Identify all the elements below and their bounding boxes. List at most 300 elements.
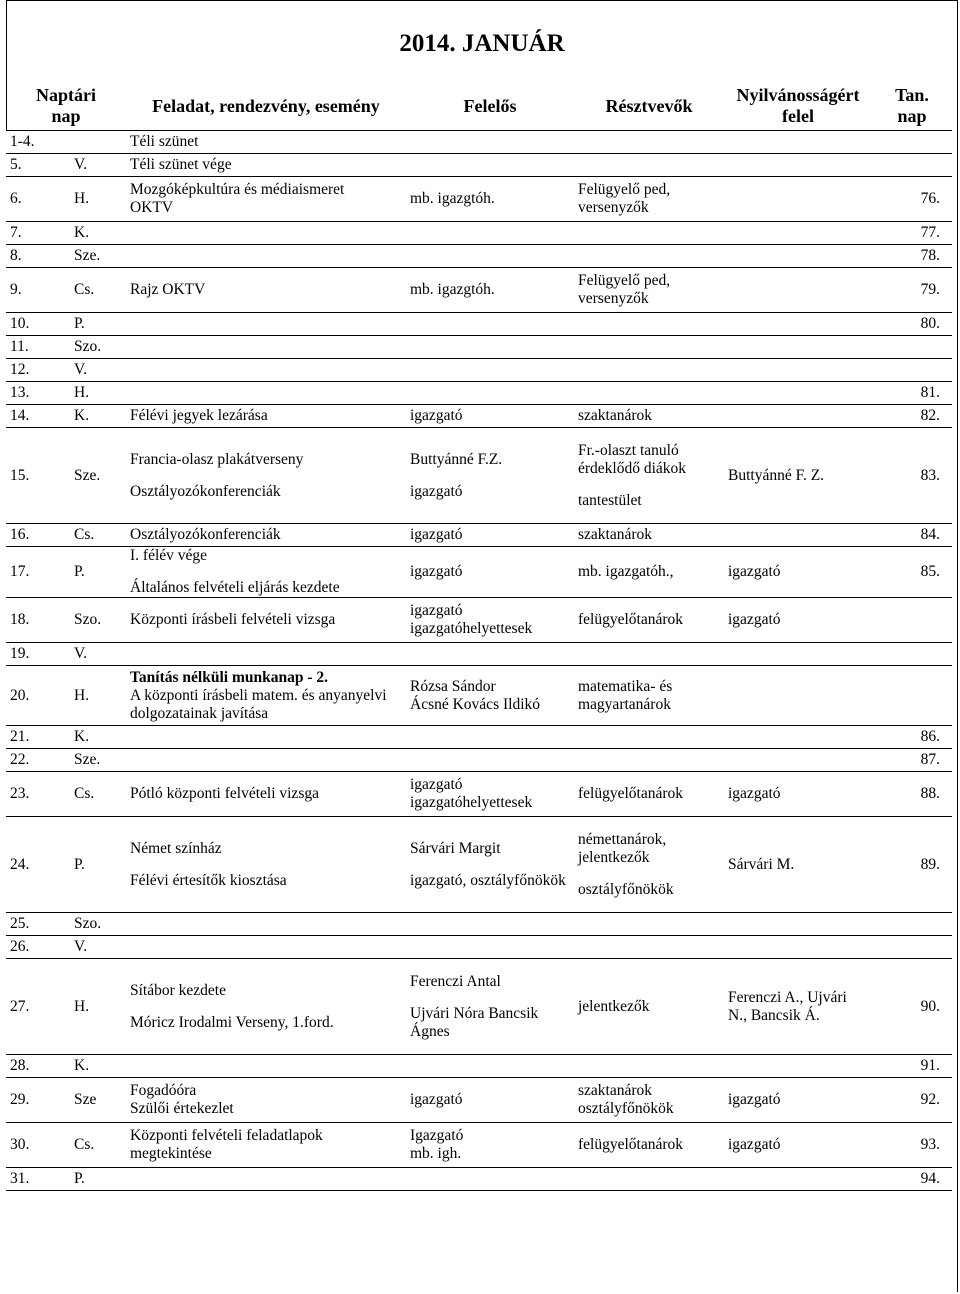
- row-publicity-line1: Ferenczi A., Ujvári N., Bancsik Á.: [728, 988, 847, 1024]
- row-responsible-line1: mb. igazgtóh.: [410, 190, 495, 207]
- row-responsible-line2: igazgató: [410, 482, 463, 500]
- row-publicity: [724, 222, 872, 245]
- header-responsible: Felelős: [406, 82, 574, 131]
- row-task: [126, 222, 406, 245]
- row-participants: [574, 1168, 724, 1191]
- row-task-line1: Fogadóóra: [130, 1082, 197, 1099]
- row-task: [126, 245, 406, 268]
- row-school-day: 93.: [872, 1123, 952, 1168]
- row-responsible: [406, 959, 574, 1055]
- row-school-day: 86.: [872, 726, 952, 749]
- row-task-line1: Mozgóképkultúra és médiaismeret: [130, 181, 345, 198]
- row-responsible: [406, 131, 574, 154]
- row-task: [126, 772, 406, 817]
- row-participants-line2: osztályfőnökök: [578, 880, 674, 898]
- row-date: 9.: [6, 268, 70, 313]
- row-school-day: 76.: [872, 177, 952, 222]
- row-weekday: K.: [70, 222, 126, 245]
- row-responsible: [406, 1078, 574, 1123]
- row-responsible: [406, 222, 574, 245]
- row-task: [126, 131, 406, 154]
- row-date: 26.: [6, 936, 70, 959]
- row-participants-line1: szaktanárok: [578, 1082, 653, 1099]
- row-participants: [574, 913, 724, 936]
- row-weekday: Szo.: [70, 336, 126, 359]
- row-school-day: [872, 666, 952, 726]
- table-row: [6, 524, 952, 547]
- row-responsible-line1: igazgató: [410, 1091, 463, 1108]
- row-weekday: P.: [70, 1168, 126, 1191]
- row-responsible-line1: Ferenczi Antal: [410, 972, 501, 990]
- row-weekday: Cs.: [70, 524, 126, 547]
- row-responsible: [406, 177, 574, 222]
- row-responsible-line2: mb. igh.: [410, 1145, 462, 1162]
- row-task: [126, 382, 406, 405]
- row-weekday: H.: [70, 666, 126, 726]
- row-participants: [574, 817, 724, 913]
- row-publicity: [724, 772, 872, 817]
- row-responsible: [406, 772, 574, 817]
- row-task-line2: A központi írásbeli matem. és anyanyelvi dolgozatainak javítása: [130, 686, 387, 722]
- table-row: [6, 382, 952, 405]
- row-publicity: [724, 817, 872, 913]
- row-school-day: [872, 154, 952, 177]
- row-date: 24.: [6, 817, 70, 913]
- row-weekday: V.: [70, 643, 126, 666]
- row-participants: [574, 643, 724, 666]
- row-school-day: 89.: [872, 817, 952, 913]
- row-school-day: 79.: [872, 268, 952, 313]
- row-publicity: [724, 598, 872, 643]
- row-publicity: [724, 405, 872, 428]
- row-responsible: [406, 524, 574, 547]
- row-date: 28.: [6, 1055, 70, 1078]
- table-row: [6, 959, 952, 1055]
- row-participants: [574, 726, 724, 749]
- row-participants: [574, 154, 724, 177]
- row-school-day: 80.: [872, 313, 952, 336]
- row-participants-line1: felügyelőtanárok: [578, 1136, 684, 1153]
- row-publicity: [724, 524, 872, 547]
- row-task: [126, 268, 406, 313]
- table-row: [6, 131, 952, 154]
- row-responsible-line1: igazgató: [410, 526, 463, 543]
- row-responsible: [406, 245, 574, 268]
- row-task: [126, 547, 406, 598]
- row-task-line1: Sítábor kezdete: [130, 981, 226, 999]
- row-participants: [574, 772, 724, 817]
- row-weekday: Sze.: [70, 245, 126, 268]
- row-date: 23.: [6, 772, 70, 817]
- row-school-day: [872, 359, 952, 382]
- row-participants-line2: osztályfőnökök: [578, 1100, 674, 1117]
- row-publicity: [724, 913, 872, 936]
- row-school-day: [872, 936, 952, 959]
- row-school-day: [872, 913, 952, 936]
- table-row: [6, 772, 952, 817]
- row-publicity: [724, 643, 872, 666]
- row-date: 16.: [6, 524, 70, 547]
- row-task-line1: Félévi jegyek lezárása: [130, 407, 268, 424]
- row-date: 12.: [6, 359, 70, 382]
- row-publicity-line1: igazgató: [728, 1136, 781, 1153]
- row-school-day: 91.: [872, 1055, 952, 1078]
- row-school-day: 81.: [872, 382, 952, 405]
- row-school-day: 82.: [872, 405, 952, 428]
- table-row: [6, 598, 952, 643]
- table-row: [6, 154, 952, 177]
- row-weekday: [70, 131, 126, 154]
- row-responsible-line1: igazgató: [410, 407, 463, 424]
- row-weekday: V.: [70, 936, 126, 959]
- row-task: [126, 1055, 406, 1078]
- row-weekday: Cs.: [70, 772, 126, 817]
- row-responsible-line2: igazgató, osztályfőnökök: [410, 871, 566, 889]
- row-responsible: [406, 547, 574, 598]
- row-participants-line2: magyartanárok: [578, 695, 671, 713]
- row-task: [126, 726, 406, 749]
- row-participants-line1: Felügyelő ped,: [578, 181, 671, 198]
- row-date: 29.: [6, 1078, 70, 1123]
- row-publicity-line1: igazgató: [728, 611, 781, 628]
- row-date: 5.: [6, 154, 70, 177]
- row-publicity: [724, 382, 872, 405]
- frame-top-border: [6, 0, 958, 1]
- row-participants: [574, 547, 724, 598]
- row-school-day: 83.: [872, 428, 952, 524]
- row-date: 15.: [6, 428, 70, 524]
- row-task: [126, 643, 406, 666]
- schedule-table: [6, 82, 952, 1191]
- row-participants-line1: némettanárok, jelentkezők: [578, 830, 667, 866]
- row-publicity: [724, 1168, 872, 1191]
- row-responsible-line2: igazgatóhelyettesek: [410, 620, 533, 637]
- row-participants-line1: szaktanárok: [578, 526, 653, 543]
- table-row: [6, 666, 952, 726]
- row-participants-line1: Felügyelő ped,: [578, 272, 671, 289]
- row-weekday: K.: [70, 726, 126, 749]
- row-participants: [574, 666, 724, 726]
- row-participants-line1: felügyelőtanárok: [578, 611, 684, 628]
- row-participants-line1: Fr.-olaszt tanuló érdeklődő diákok: [578, 441, 687, 477]
- row-responsible-line1: igazgató: [410, 563, 463, 580]
- row-school-day: 84.: [872, 524, 952, 547]
- row-date: 31.: [6, 1168, 70, 1191]
- row-publicity-line1: igazgató: [728, 1091, 781, 1108]
- row-participants: [574, 177, 724, 222]
- table-row: [6, 817, 952, 913]
- row-task-line1: Francia-olasz plakátverseny: [130, 450, 304, 468]
- row-responsible: [406, 643, 574, 666]
- row-publicity: [724, 245, 872, 268]
- row-publicity: [724, 154, 872, 177]
- row-responsible: [406, 726, 574, 749]
- row-task-line2: Szülői értekezlet: [130, 1100, 234, 1117]
- row-task: [126, 177, 406, 222]
- row-weekday: Cs.: [70, 1123, 126, 1168]
- header-publicity: Nyilvánosságért felel: [724, 82, 872, 131]
- row-weekday: Sze.: [70, 749, 126, 772]
- table-row: [6, 268, 952, 313]
- row-school-day: 85.: [872, 547, 952, 598]
- table-row: [6, 1055, 952, 1078]
- row-task-line1: Téli szünet vége: [130, 156, 232, 173]
- row-responsible: [406, 666, 574, 726]
- table-row: [6, 245, 952, 268]
- row-date: 17.: [6, 547, 70, 598]
- row-publicity: [724, 313, 872, 336]
- row-date: 20.: [6, 666, 70, 726]
- row-responsible-line1: igazgató: [410, 776, 463, 793]
- row-school-day: 88.: [872, 772, 952, 817]
- table-row: [6, 1078, 952, 1123]
- row-publicity: [724, 547, 872, 598]
- row-task: [126, 428, 406, 524]
- row-participants: [574, 936, 724, 959]
- row-task-line1: Osztályozókonferenciák: [130, 526, 281, 543]
- row-responsible-line2: Ujvári Nóra Bancsik Ágnes: [410, 1004, 539, 1040]
- row-publicity-line1: igazgató: [728, 563, 781, 580]
- row-participants: [574, 749, 724, 772]
- table-row: [6, 313, 952, 336]
- row-responsible: [406, 817, 574, 913]
- row-participants: [574, 336, 724, 359]
- row-responsible: [406, 1055, 574, 1078]
- row-school-day: [872, 598, 952, 643]
- row-responsible-line1: Rózsa Sándor: [410, 677, 496, 695]
- row-publicity: [724, 726, 872, 749]
- row-task: [126, 359, 406, 382]
- row-publicity: [724, 1123, 872, 1168]
- row-task-line2: Általános felvételi eljárás kezdete: [130, 579, 340, 596]
- row-school-day: 94.: [872, 1168, 952, 1191]
- row-participants: [574, 405, 724, 428]
- row-task: [126, 1123, 406, 1168]
- row-publicity: [724, 959, 872, 1055]
- row-publicity: [724, 666, 872, 726]
- row-weekday: Sze: [70, 1078, 126, 1123]
- row-responsible: [406, 428, 574, 524]
- row-participants-line1: jelentkezők: [578, 997, 650, 1015]
- row-weekday: Cs.: [70, 268, 126, 313]
- table-row: [6, 428, 952, 524]
- row-participants: [574, 131, 724, 154]
- row-task: [126, 154, 406, 177]
- row-task: [126, 666, 406, 726]
- row-responsible: [406, 1168, 574, 1191]
- table-row: [6, 643, 952, 666]
- row-responsible-line2: igazgatóhelyettesek: [410, 794, 533, 811]
- row-date: 30.: [6, 1123, 70, 1168]
- header-participants: Résztvevők: [574, 82, 724, 131]
- row-task-line1: Központi írásbeli felvételi vizsga: [130, 611, 336, 628]
- row-participants-line2: versenyzők: [578, 199, 649, 216]
- frame-right-border: [957, 0, 958, 1292]
- row-weekday: H.: [70, 177, 126, 222]
- table-row: [6, 547, 952, 598]
- row-weekday: Szo.: [70, 598, 126, 643]
- row-date: 11.: [6, 336, 70, 359]
- row-participants-line1: szaktanárok: [578, 407, 653, 424]
- row-responsible: [406, 382, 574, 405]
- row-weekday: H.: [70, 959, 126, 1055]
- row-responsible: [406, 1123, 574, 1168]
- row-participants: [574, 1078, 724, 1123]
- row-date: 27.: [6, 959, 70, 1055]
- row-school-day: 77.: [872, 222, 952, 245]
- row-task: [126, 959, 406, 1055]
- table-row: [6, 1123, 952, 1168]
- row-date: 13.: [6, 382, 70, 405]
- row-task-line2: OKTV: [130, 199, 174, 216]
- row-task-line2: Móricz Irodalmi Verseny, 1.ford.: [130, 1013, 334, 1031]
- row-responsible: [406, 313, 574, 336]
- row-weekday: K.: [70, 405, 126, 428]
- row-publicity-line1: Sárvári M.: [728, 855, 795, 873]
- row-date: 1-4.: [6, 131, 70, 154]
- row-publicity: [724, 936, 872, 959]
- row-responsible: [406, 359, 574, 382]
- row-school-day: [872, 131, 952, 154]
- table-row: [6, 359, 952, 382]
- header-task: Feladat, rendezvény, esemény: [126, 82, 406, 131]
- row-responsible-line1: Igazgató: [410, 1127, 464, 1144]
- page-title: 2014. JANUÁR: [399, 30, 565, 57]
- row-responsible: [406, 913, 574, 936]
- row-task: [126, 817, 406, 913]
- row-task-line1: Központi felvételi feladatlapok megtekintése: [130, 1127, 323, 1162]
- row-date: 25.: [6, 913, 70, 936]
- row-weekday: P.: [70, 817, 126, 913]
- row-participants: [574, 313, 724, 336]
- row-date: 19.: [6, 643, 70, 666]
- row-task: [126, 1078, 406, 1123]
- schedule-body: [6, 131, 952, 1191]
- row-participants: [574, 428, 724, 524]
- row-weekday: Sze.: [70, 428, 126, 524]
- row-school-day: 90.: [872, 959, 952, 1055]
- table-row: [6, 726, 952, 749]
- row-responsible: [406, 154, 574, 177]
- table-row: [6, 913, 952, 936]
- row-publicity: [724, 428, 872, 524]
- table-row: [6, 222, 952, 245]
- row-task: [126, 913, 406, 936]
- row-task-line1: Pótló központi felvételi vizsga: [130, 785, 319, 802]
- table-row: [6, 749, 952, 772]
- row-participants: [574, 382, 724, 405]
- row-weekday: Szo.: [70, 913, 126, 936]
- row-responsible: [406, 268, 574, 313]
- row-task: [126, 313, 406, 336]
- row-task-line2: Osztályozókonferenciák: [130, 482, 281, 500]
- row-publicity-line1: igazgató: [728, 785, 781, 802]
- row-publicity: [724, 359, 872, 382]
- row-publicity: [724, 749, 872, 772]
- row-participants: [574, 359, 724, 382]
- row-publicity: [724, 336, 872, 359]
- row-responsible-line2: Ácsné Kovács Ildikó: [410, 695, 540, 713]
- row-responsible: [406, 936, 574, 959]
- row-school-day: 78.: [872, 245, 952, 268]
- row-task-line1: I. félév vége: [130, 547, 208, 564]
- row-school-day: 87.: [872, 749, 952, 772]
- row-date: 14.: [6, 405, 70, 428]
- row-participants-line2: mb. igazgatóh.,: [578, 563, 674, 580]
- row-publicity: [724, 268, 872, 313]
- row-participants: [574, 222, 724, 245]
- table-row: [6, 336, 952, 359]
- row-weekday: P.: [70, 313, 126, 336]
- row-responsible-line1: mb. igazgtóh.: [410, 281, 495, 298]
- row-responsible-line1: Sárvári Margit: [410, 839, 501, 857]
- row-participants: [574, 598, 724, 643]
- row-weekday: P.: [70, 547, 126, 598]
- row-task: [126, 749, 406, 772]
- row-date: 22.: [6, 749, 70, 772]
- header-school-day: Tan. nap: [872, 82, 952, 131]
- row-participants: [574, 959, 724, 1055]
- row-school-day: [872, 336, 952, 359]
- row-publicity: [724, 177, 872, 222]
- row-task-line2: Félévi értesítők kiosztása: [130, 871, 287, 889]
- row-participants: [574, 1123, 724, 1168]
- table-row: [6, 177, 952, 222]
- row-task-line1: Téli szünet: [130, 133, 199, 150]
- row-responsible: [406, 598, 574, 643]
- row-responsible-line1: igazgató: [410, 602, 463, 619]
- row-task-line1: Tanítás nélküli munkanap - 2.: [130, 668, 328, 686]
- row-weekday: V.: [70, 359, 126, 382]
- row-date: 8.: [6, 245, 70, 268]
- row-task-line1: Rajz OKTV: [130, 281, 206, 298]
- row-responsible-line1: Buttyánné F.Z.: [410, 450, 503, 468]
- row-participants-line1: matematika- és: [578, 677, 673, 695]
- row-task: [126, 936, 406, 959]
- row-date: 7.: [6, 222, 70, 245]
- row-publicity: [724, 131, 872, 154]
- row-school-day: [872, 643, 952, 666]
- row-date: 10.: [6, 313, 70, 336]
- row-participants-line1: felügyelőtanárok: [578, 785, 684, 802]
- row-date: 18.: [6, 598, 70, 643]
- row-task-line1: Német színház: [130, 839, 222, 857]
- row-task: [126, 336, 406, 359]
- row-participants: [574, 245, 724, 268]
- header-row: [6, 82, 952, 131]
- row-date: 6.: [6, 177, 70, 222]
- row-responsible: [406, 336, 574, 359]
- row-participants: [574, 524, 724, 547]
- row-weekday: H.: [70, 382, 126, 405]
- row-weekday: K.: [70, 1055, 126, 1078]
- row-publicity-line1: Buttyánné F. Z.: [728, 466, 825, 484]
- table-row: [6, 1168, 952, 1191]
- row-responsible: [406, 405, 574, 428]
- row-participants-line2: tantestület: [578, 491, 642, 509]
- row-participants: [574, 268, 724, 313]
- row-participants-line2: versenyzők: [578, 290, 649, 307]
- row-task: [126, 598, 406, 643]
- row-responsible: [406, 749, 574, 772]
- row-task: [126, 524, 406, 547]
- row-task: [126, 405, 406, 428]
- row-school-day: 92.: [872, 1078, 952, 1123]
- row-weekday: V.: [70, 154, 126, 177]
- row-date: 21.: [6, 726, 70, 749]
- row-publicity: [724, 1055, 872, 1078]
- table-row: [6, 405, 952, 428]
